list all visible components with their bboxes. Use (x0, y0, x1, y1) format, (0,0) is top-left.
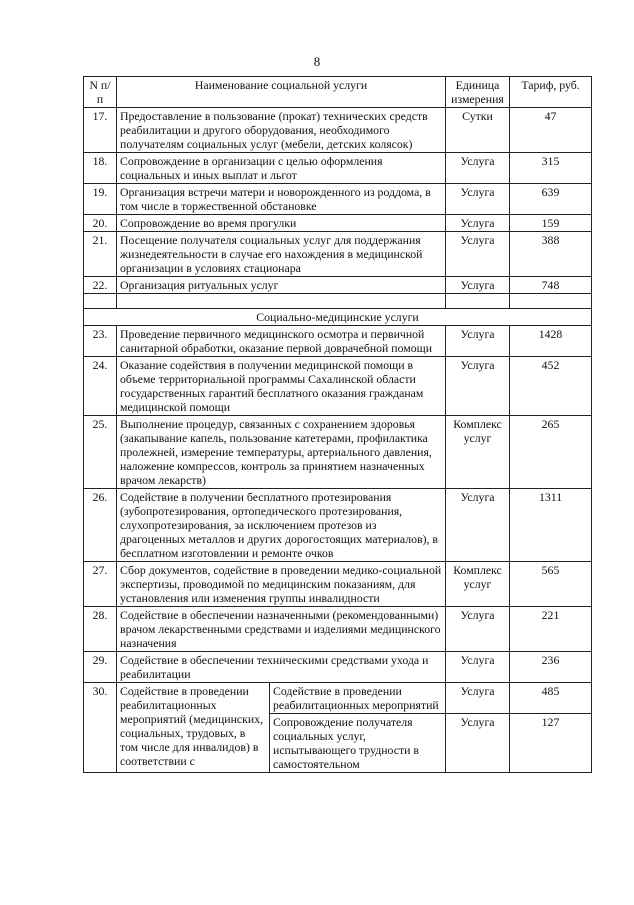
service-name: Сопровождение в организации с целью оформления социальных и иных выплат и льгот (117, 153, 446, 184)
tariff: 315 (510, 153, 592, 184)
row-number: 28. (84, 607, 117, 652)
service-name: Сопровождение во время прогулки (117, 215, 446, 232)
table-row (84, 607, 592, 652)
section-title: Социально-медицинские услуги (84, 309, 592, 326)
service-name: Организация ритуальных услуг (117, 277, 446, 294)
unit: Услуга (446, 683, 510, 714)
table-row (84, 683, 592, 714)
header-name: Наименование социальной услуги (117, 77, 446, 108)
service-name: Выполнение процедур, связанных с сохранением здоровья (закапывание капель, пользование катетерами, профилактика пролежней, измерение температуры, артериального давления, наложение компрессов, контроль за принятием назначенных врачом лекарств) (117, 416, 446, 489)
row-number: 27. (84, 562, 117, 607)
unit: Услуга (446, 714, 510, 773)
tariff: 388 (510, 232, 592, 277)
service-name: Содействие в обеспечении техническими средствами ухода и реабилитации (117, 652, 446, 683)
page-number: 8 (313, 54, 321, 69)
service-group-name: Содействие в проведении реабилитационных мероприятий (медицинских, социальных, трудовых, в том числе для инвалидов) в соответствии с (117, 683, 270, 773)
row-number: 19. (84, 184, 117, 215)
row-number: 24. (84, 357, 117, 416)
row-number: 25. (84, 416, 117, 489)
unit: Услуга (446, 184, 510, 215)
unit: Услуга (446, 652, 510, 683)
table-row (84, 416, 592, 489)
unit: Услуга (446, 357, 510, 416)
table-row (84, 215, 592, 232)
tariff: 1428 (510, 326, 592, 357)
service-name: Посещение получателя социальных услуг для поддержания жизнедеятельности в случае его нахождения в медицинской организации в условиях стационара (117, 232, 446, 277)
row-number: 20. (84, 215, 117, 232)
unit: Сутки (446, 108, 510, 153)
spacer-row (84, 294, 592, 309)
tariff: 159 (510, 215, 592, 232)
tariff: 236 (510, 652, 592, 683)
header-tariff: Тариф, руб. (510, 77, 592, 108)
service-name: Организация встречи матери и новорожденного из роддома, в том числе в торжественной обстановке (117, 184, 446, 215)
tariff: 485 (510, 683, 592, 714)
table-header-row (84, 77, 592, 108)
unit: Услуга (446, 489, 510, 562)
table-body-part-a (84, 108, 592, 294)
service-name: Сбор документов, содействие в проведении медико-социальной экспертизы, проводимой по медицинским показаниям, для установления или изменения группы инвалидности (117, 562, 446, 607)
service-name: Проведение первичного медицинского осмотра и первичной санитарной обработки, оказание первой доврачебной помощи (117, 326, 446, 357)
row-number: 30. (84, 683, 117, 773)
tariff: 639 (510, 184, 592, 215)
unit: Услуга (446, 232, 510, 277)
header-num: N п/п (84, 77, 117, 108)
table-row (84, 652, 592, 683)
section-row (84, 309, 592, 326)
service-name: Содействие в получении бесплатного протезирования (зубопротезирования, ортопедического протезирования, слухопротезирования, за исключением протезов из драгоценных металлов и других дорогостоящих материалов), в бесплатном изготовлении и ремонте очков (117, 489, 446, 562)
row-number: 26. (84, 489, 117, 562)
row-number: 29. (84, 652, 117, 683)
social-services-table (83, 76, 592, 773)
unit: Услуга (446, 215, 510, 232)
header-unit: Единица измерения (446, 77, 510, 108)
service-name: Содействие в обеспечении назначенными (рекомендованными) врачом лекарственными средствами и изделиями медицинского назначения (117, 607, 446, 652)
row-number: 22. (84, 277, 117, 294)
service-name: Сопровождение получателя социальных услуг, испытывающего трудности в самостоятельном (270, 714, 446, 773)
table-row (84, 326, 592, 357)
table-body-part-b (84, 326, 592, 683)
unit: Комплекс услуг (446, 562, 510, 607)
tariff: 47 (510, 108, 592, 153)
table-row (84, 108, 592, 153)
row-number: 17. (84, 108, 117, 153)
table-row (84, 184, 592, 215)
table-row (84, 357, 592, 416)
section-block (84, 294, 592, 326)
unit: Услуга (446, 153, 510, 184)
tariff: 1311 (510, 489, 592, 562)
tariff: 452 (510, 357, 592, 416)
tariff: 127 (510, 714, 592, 773)
table-row (84, 562, 592, 607)
unit: Услуга (446, 607, 510, 652)
unit: Услуга (446, 326, 510, 357)
tariff: 748 (510, 277, 592, 294)
service-name: Содействие в проведении реабилитационных мероприятий (270, 683, 446, 714)
unit: Услуга (446, 277, 510, 294)
tariff: 565 (510, 562, 592, 607)
row-number: 21. (84, 232, 117, 277)
table-row (84, 232, 592, 277)
row-number: 23. (84, 326, 117, 357)
service-name: Предоставление в пользование (прокат) технических средств реабилитации и другого оборудования, необходимого получателям социальных услуг (мебели, детских колясок) (117, 108, 446, 153)
row-30-block (84, 683, 592, 773)
tariff: 265 (510, 416, 592, 489)
table-row (84, 489, 592, 562)
tariff: 221 (510, 607, 592, 652)
service-name: Оказание содействия в получении медицинской помощи в объеме территориальной программы Сахалинской области государственных гарантий бесплатного оказания гражданам медицинской помощи (117, 357, 446, 416)
table-row (84, 153, 592, 184)
row-number: 18. (84, 153, 117, 184)
table-row (84, 277, 592, 294)
unit: Комплекс услуг (446, 416, 510, 489)
